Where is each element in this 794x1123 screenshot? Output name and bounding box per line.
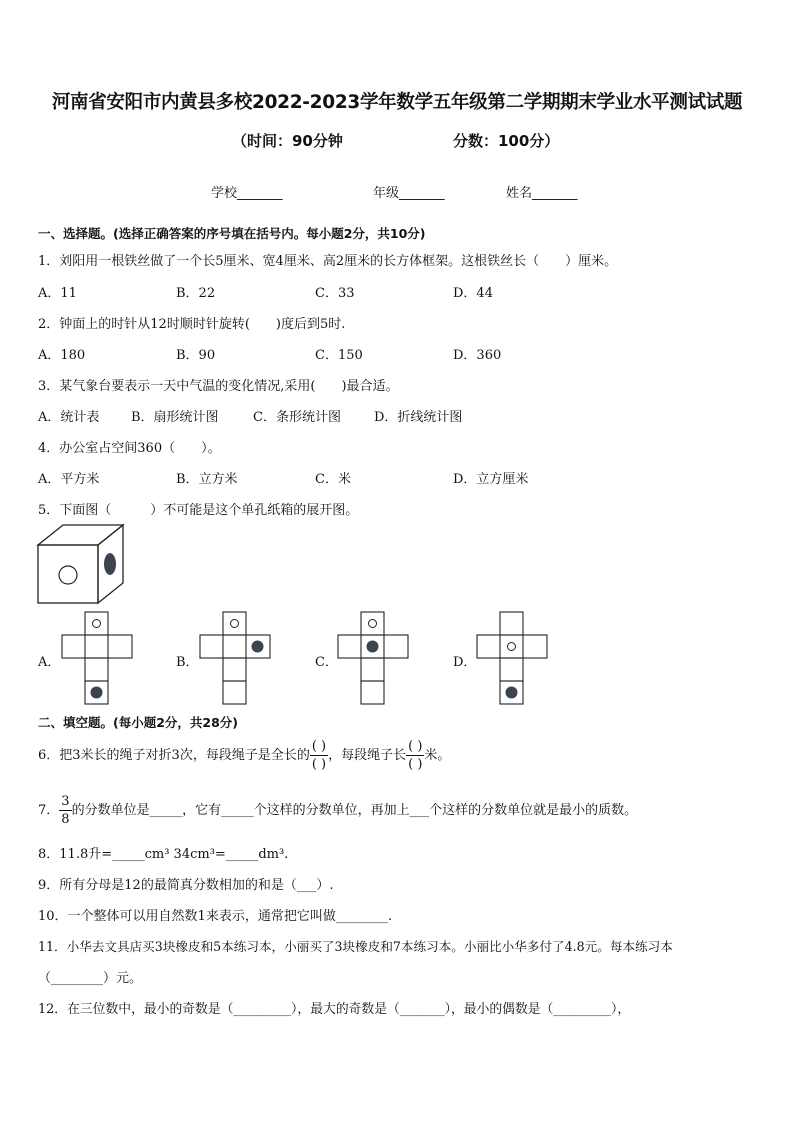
q6-fraction-2-num: ( ) xyxy=(408,739,423,754)
cube-figure xyxy=(37,524,127,606)
q3-option-a: A．统计表 xyxy=(38,410,100,425)
q6-fraction-1 xyxy=(310,740,328,771)
question-7 xyxy=(38,795,637,826)
question-3: 3．某气象台要表示一天中气温的变化情况,采用( )最合适。 xyxy=(38,379,399,394)
question-6 xyxy=(38,740,450,771)
question-9: 9．所有分母是12的最简真分数相加的和是（___）. xyxy=(38,878,334,893)
q6-text-b: ，每段绳子长 xyxy=(328,748,407,763)
question-4: 4．办公室占空间360（ ）。 xyxy=(38,441,221,456)
q7-fraction-den: 8 xyxy=(61,812,70,827)
question-12: 12．在三位数中，最小的奇数是（_________），最大的奇数是（_______），最小的偶数是（_________）， xyxy=(38,1002,631,1017)
section-2-heading: 二、填空题。(每小题2分，共28分) xyxy=(38,715,239,730)
q5-option-d: D． xyxy=(453,655,477,670)
q5-option-a: A． xyxy=(38,655,61,670)
q4-option-c: C．米 xyxy=(315,472,351,487)
exam-time: （时间：90分钟 xyxy=(232,132,343,150)
q2-option-b: B．90 xyxy=(176,348,216,363)
exam-score: 分数：100分） xyxy=(453,132,560,150)
net-b-figure xyxy=(199,611,271,707)
question-11-line-1: 11．小华去文具店买3块橡皮和5本练习本，小丽买了3块橡皮和7本练习本。小丽比小华多付了4.8元。每本练习本 xyxy=(38,939,673,954)
q7-text: 的分数单位是_____，它有_____个这样的分数单位，再加上___个这样的分数单位就是最小的质数。 xyxy=(71,803,638,818)
q6-text-c: 米。 xyxy=(424,748,451,763)
question-8: 8．11.8升=_____cm³ 34cm³=_____dm³. xyxy=(38,847,289,862)
question-11-line-2: （________）元。 xyxy=(38,971,143,986)
net-c-figure xyxy=(337,611,409,707)
question-5: 5．下面图（ ）不可能是这个单孔纸箱的展开图。 xyxy=(38,503,359,518)
name-field: 姓名_______ xyxy=(506,186,578,201)
filled-hole-icon xyxy=(104,553,116,575)
q3-option-c: C．条形统计图 xyxy=(253,410,341,425)
question-1: 1．刘阳用一根铁丝做了一个长5厘米、宽4厘米、高2厘米的长方体框架。这根铁丝长（ ）厘米。 xyxy=(38,254,618,269)
q3-option-b: B．扇形统计图 xyxy=(131,410,219,425)
net-a-figure xyxy=(61,611,133,707)
question-2: 2．钟面上的时针从12时顺时针旋转( )度后到5时. xyxy=(38,317,346,332)
q6-fraction-2 xyxy=(406,740,424,771)
q6-fraction-1-den: ( ) xyxy=(311,757,327,772)
grade-field: 年级_______ xyxy=(373,186,445,201)
q1-option-b: B．22 xyxy=(176,286,216,301)
net-d-figure xyxy=(476,611,548,707)
q4-option-b: B．立方米 xyxy=(176,472,238,487)
q6-text-a: 6．把3米长的绳子对折3次，每段绳子是全长的 xyxy=(38,748,310,763)
question-10: 10．一个整体可以用自然数1来表示，通常把它叫做________. xyxy=(38,909,392,924)
hollow-hole-icon xyxy=(59,566,77,584)
q6-fraction-2-den: ( ) xyxy=(408,757,423,772)
page-title: 河南省安阳市内黄县多校2022-2023学年数学五年级第二学期期末学业水平测试试题 xyxy=(51,92,743,113)
section-1-heading: 一、选择题。(选择正确答案的序号填在括号内。每小题2分，共10分) xyxy=(38,226,426,241)
q2-option-c: C．150 xyxy=(315,348,363,363)
q7-fraction xyxy=(59,795,71,826)
q3-option-d: D．折线统计图 xyxy=(374,410,463,425)
q2-option-d: D．360 xyxy=(453,348,502,363)
q1-option-c: C．33 xyxy=(315,286,355,301)
q2-option-a: A．180 xyxy=(38,348,86,363)
q7-number: 7． xyxy=(38,803,60,818)
q1-option-a: A．11 xyxy=(38,286,77,301)
q6-fraction-1-num: ( ) xyxy=(311,739,327,754)
q1-option-d: D．44 xyxy=(453,286,493,301)
q7-fraction-num: 3 xyxy=(61,794,70,809)
q4-option-a: A．平方米 xyxy=(38,472,100,487)
q4-option-d: D．立方厘米 xyxy=(453,472,529,487)
q5-option-b: B． xyxy=(176,655,199,670)
q5-option-c: C． xyxy=(315,655,338,670)
school-field: 学校_______ xyxy=(211,186,283,201)
